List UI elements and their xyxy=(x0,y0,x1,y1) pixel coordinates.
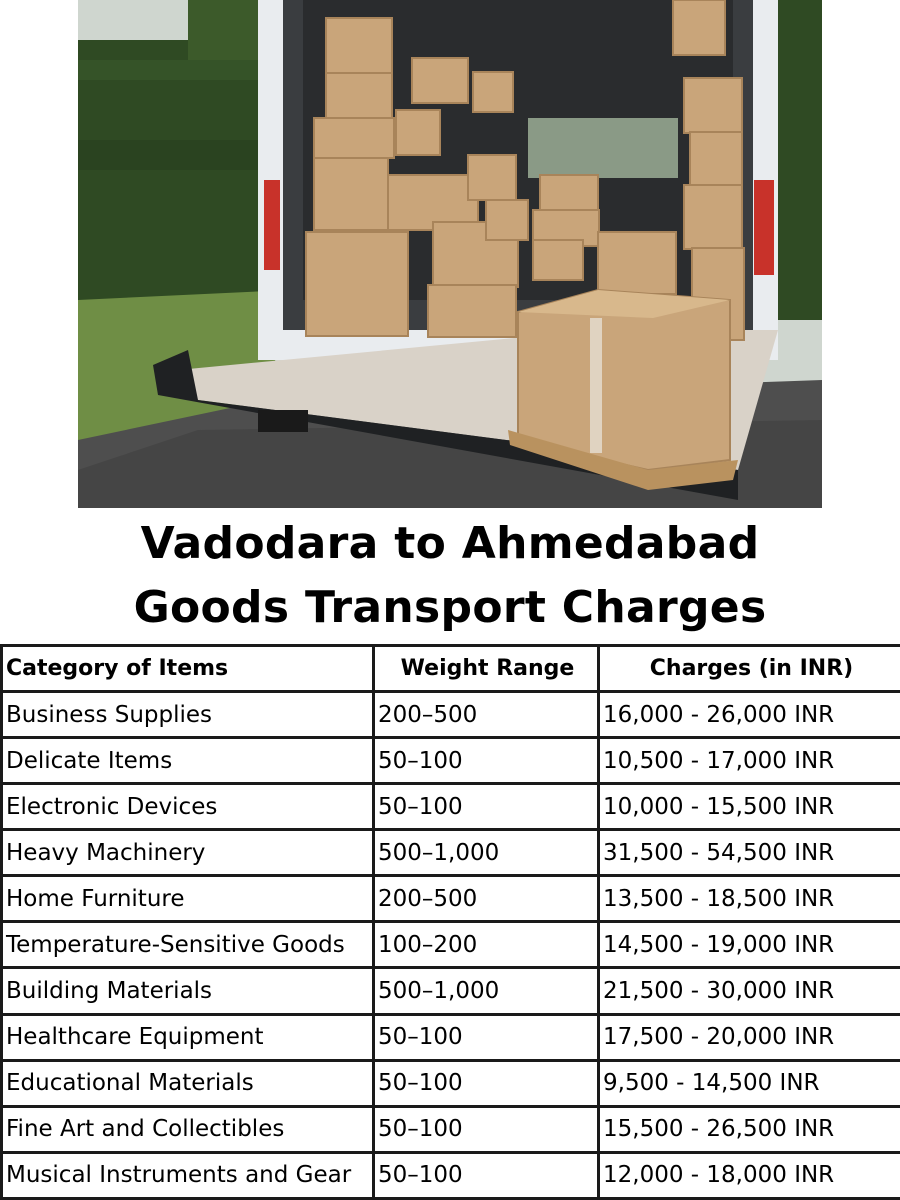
category-cell: Delicate Items xyxy=(2,738,374,784)
charges-cell: 10,000 - 15,500 INR xyxy=(599,784,900,830)
charges-cell: 31,500 - 54,500 INR xyxy=(599,830,900,876)
category-cell: Business Supplies xyxy=(2,692,374,738)
charges-cell: 12,000 - 18,000 INR xyxy=(599,1152,900,1198)
weight-cell: 200–500 xyxy=(374,876,599,922)
weight-cell: 50–100 xyxy=(374,1106,599,1152)
charges-cell: 13,500 - 18,500 INR xyxy=(599,876,900,922)
table-row xyxy=(2,784,900,830)
table-row xyxy=(2,1152,900,1198)
charges-cell: 14,500 - 19,000 INR xyxy=(599,922,900,968)
table-row xyxy=(2,830,900,876)
category-cell: Electronic Devices xyxy=(2,784,374,830)
van-photo xyxy=(78,0,822,508)
table-row xyxy=(2,1060,900,1106)
header-weight-range: Weight Range xyxy=(374,646,599,692)
charges-cell: 9,500 - 14,500 INR xyxy=(599,1060,900,1106)
weight-cell: 50–100 xyxy=(374,1060,599,1106)
weight-cell: 50–100 xyxy=(374,1152,599,1198)
table-row xyxy=(2,1106,900,1152)
category-cell: Heavy Machinery xyxy=(2,830,374,876)
weight-cell: 50–100 xyxy=(374,738,599,784)
weight-cell: 500–1,000 xyxy=(374,968,599,1014)
category-cell: Healthcare Equipment xyxy=(2,1014,374,1060)
charges-cell: 15,500 - 26,500 INR xyxy=(599,1106,900,1152)
charges-table xyxy=(0,644,900,1200)
category-cell: Musical Instruments and Gear xyxy=(2,1152,374,1198)
category-cell: Temperature-Sensitive Goods xyxy=(2,922,374,968)
title-line-2: Goods Transport Charges xyxy=(133,582,767,633)
weight-cell: 100–200 xyxy=(374,922,599,968)
table-row xyxy=(2,1014,900,1060)
charges-cell: 21,500 - 30,000 INR xyxy=(599,968,900,1014)
page-title xyxy=(0,512,900,640)
table-row xyxy=(2,876,900,922)
weight-cell: 200–500 xyxy=(374,692,599,738)
category-cell: Fine Art and Collectibles xyxy=(2,1106,374,1152)
weight-cell: 50–100 xyxy=(374,784,599,830)
header-category: Category of Items xyxy=(2,646,374,692)
table-row xyxy=(2,738,900,784)
weight-cell: 500–1,000 xyxy=(374,830,599,876)
table-header-row xyxy=(2,646,900,692)
charges-cell: 16,000 - 26,000 INR xyxy=(599,692,900,738)
title-line-1: Vadodara to Ahmedabad xyxy=(140,518,760,569)
category-cell: Educational Materials xyxy=(2,1060,374,1106)
weight-cell: 50–100 xyxy=(374,1014,599,1060)
header-charges: Charges (in INR) xyxy=(599,646,900,692)
charges-cell: 17,500 - 20,000 INR xyxy=(599,1014,900,1060)
table-row xyxy=(2,692,900,738)
charges-cell: 10,500 - 17,000 INR xyxy=(599,738,900,784)
table-row xyxy=(2,922,900,968)
category-cell: Building Materials xyxy=(2,968,374,1014)
category-cell: Home Furniture xyxy=(2,876,374,922)
table-row xyxy=(2,968,900,1014)
